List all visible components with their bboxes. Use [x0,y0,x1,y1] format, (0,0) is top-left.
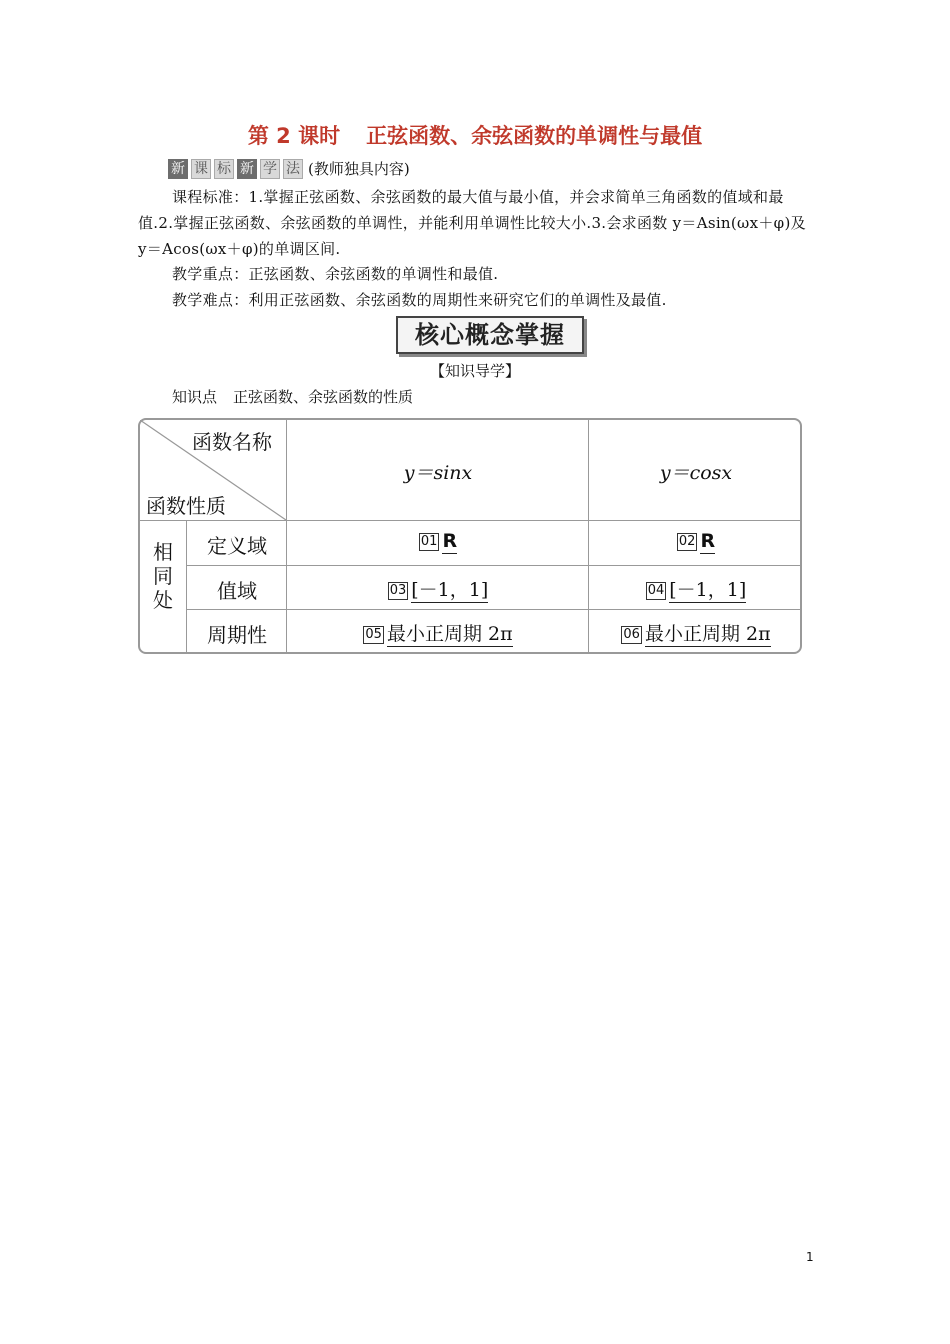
sin-period-cell [288,619,588,646]
answer-number: 03 [389,583,407,598]
table-divider [186,565,800,566]
page-title [0,120,950,150]
section-heading: 核心概念掌握 [396,316,584,354]
sin-domain-cell [288,530,588,552]
curriculum-standard: 课程标准：1.掌握正弦函数、余弦函数的最大值与最小值，并会求简单三角函数的值域和最值.2.掌握正弦函数、余弦函数的单调性，并能利用单调性比较大小.3.会求函数 y＝Asin(ωx＋φ)及 y＝Acos(ωx＋φ)的单调区间. [138,188,806,258]
badge-char: 标 [214,159,234,179]
properties-table [138,418,802,654]
cos-range-cell [590,575,802,602]
lesson-topic: 正弦函数、余弦函数的单调性与最值 [366,124,703,148]
row-label-range: 值域 [217,579,257,603]
row-label-period: 周期性 [207,623,267,647]
badge-char: 新 [168,159,188,179]
badge-char: 法 [283,159,303,179]
difficulty: 教学难点：利用正弦函数、余弦函数的周期性来研究它们的单调性及最值. [172,291,667,309]
answer-value: R [442,530,458,552]
badge-row [168,158,410,179]
badge-char: 课 [191,159,211,179]
answer-number: 05 [365,627,382,642]
header-function-name: 函数名称 [192,430,272,454]
knowledge-point-text: 正弦函数、余弦函数的性质 [233,388,414,406]
answer-number: 01 [420,534,438,549]
table-divider [588,420,589,652]
answer-value: 最小正周期 2π [386,623,513,645]
sin-range-cell [288,575,588,602]
knowledge-guide-label: 【知识导学】 [429,362,520,380]
answer-number: 06 [623,627,640,642]
cos-domain-cell [590,530,802,552]
group-char: 同 [153,564,173,588]
group-char: 处 [153,588,173,612]
answer-value: R [700,530,716,552]
answer-value: 最小正周期 2π [644,623,771,645]
header-function-property: 函数性质 [146,494,226,518]
row-label-domain: 定义域 [207,534,267,558]
page-number: 1 [806,1250,814,1264]
cos-function-header: y＝cosx [659,462,733,484]
badge-char: 学 [260,159,280,179]
answer-number: 02 [678,534,696,549]
answer-value: [－1，1] [669,579,747,601]
badge-char: 新 [237,159,257,179]
same-group-label [150,540,176,612]
teacher-note: (教师独具内容) [308,160,410,178]
answer-value: [－1，1] [411,579,489,601]
table-divider [186,609,800,610]
key-point: 教学重点：正弦函数、余弦函数的单调性和最值. [172,265,499,283]
table-divider [186,520,187,652]
knowledge-point [172,386,413,407]
knowledge-point-label: 知识点 [172,388,218,406]
sin-function-header: y＝sinx [403,462,473,484]
cos-period-cell [590,619,802,646]
answer-number: 04 [647,583,665,598]
group-char: 相 [153,540,173,564]
lesson-number: 第 2 课时 [247,124,341,148]
